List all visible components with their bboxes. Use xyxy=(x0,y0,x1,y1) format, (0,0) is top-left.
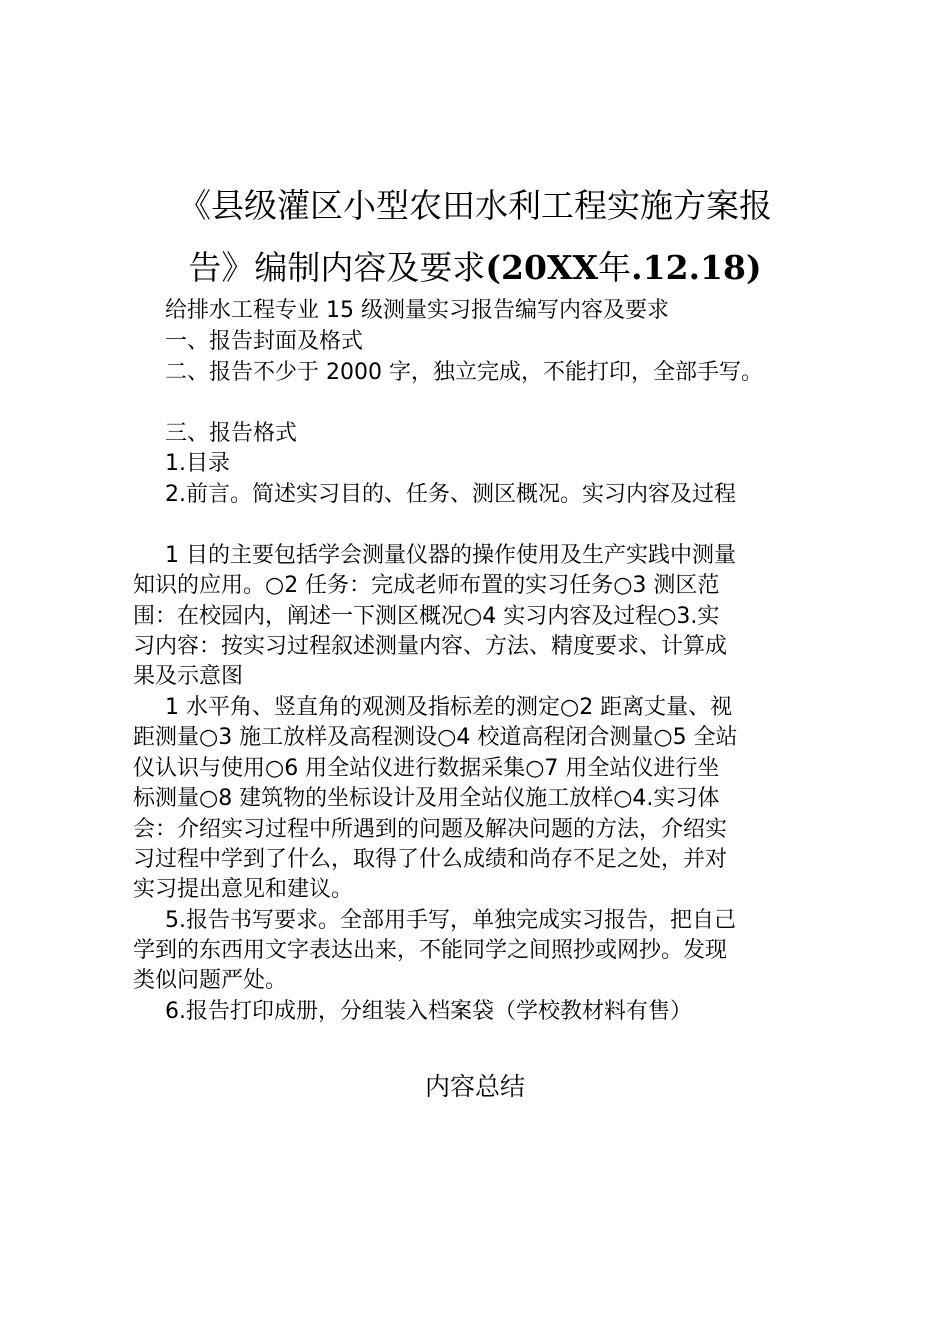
section-3-item-1: 1.目录 xyxy=(165,451,230,476)
paragraph-4: 6.报告打印成册，分组装入档案袋（学校教材料有售） xyxy=(165,999,692,1024)
paragraph-2-line: 习过程中学到了什么，取得了什么成绩和尚存不足之处，并对 xyxy=(133,847,728,872)
paragraph-1-line: 习内容：按实习过程叙述测量内容、方法、精度要求、计算成 xyxy=(133,634,728,659)
title-year-char: 年 xyxy=(598,248,632,287)
paragraph-2-line: 1 水平角、竖直角的观测及指标差的测定○2 距离丈量、视 xyxy=(165,695,733,720)
section-3-heading: 三、报告格式 xyxy=(165,421,298,446)
paragraph-2-line: 距测量○3 施工放样及高程测设○4 校道高程闭合测量○5 全站 xyxy=(133,725,738,750)
paragraph-1-line: 知识的应用。○2 任务：完成老师布置的实习任务○3 测区范 xyxy=(133,573,720,598)
subtitle: 给排水工程专业 15 级测量实习报告编写内容及要求 xyxy=(165,298,669,323)
summary-heading: 内容总结 xyxy=(424,1072,525,1101)
paragraph-2-line: 标测量○8 建筑物的坐标设计及用全站仪施工放样○4.实习体 xyxy=(133,786,720,811)
paragraph-3-line: 学到的东西用文字表达出来，不能同学之间照抄或网抄。发现 xyxy=(133,938,728,963)
paragraph-1-line: 1 目的主要包括学会测量仪器的操作使用及生产实践中测量 xyxy=(165,543,736,568)
paragraph-3-line: 5.报告书写要求。全部用手写，单独完成实习报告，把自己 xyxy=(165,908,736,933)
title-cjk-part: 告》编制内容及要求 xyxy=(188,248,486,287)
paragraph-1-line: 果及示意图 xyxy=(133,664,244,689)
title-year-prefix: (20XX xyxy=(485,248,599,287)
paragraph-3-line: 类似问题严处。 xyxy=(133,968,288,993)
paragraph-2-line: 仪认识与使用○6 用全站仪进行数据采集○7 用全站仪进行坐 xyxy=(133,756,720,781)
paragraph-2-line: 会：介绍实习过程中所遇到的问题及解决问题的方法，介绍实 xyxy=(133,817,728,842)
document-title-line-2 xyxy=(0,245,950,291)
section-1-heading: 一、报告封面及格式 xyxy=(165,329,364,354)
title-date: .12.18) xyxy=(631,248,762,287)
section-2-heading: 二、报告不少于 2000 字，独立完成，不能打印，全部手写。 xyxy=(165,360,763,385)
paragraph-2-line: 实习提出意见和建议。 xyxy=(133,877,354,902)
section-3-item-2: 2.前言。简述实习目的、任务、测区概况。实习内容及过程 xyxy=(165,482,736,507)
document-title-line-1: 《县级灌区小型农田水利工程实施方案报 xyxy=(178,186,772,225)
paragraph-1-line: 围：在校园内，阐述一下测区概况○4 实习内容及过程○3.实 xyxy=(133,604,720,629)
